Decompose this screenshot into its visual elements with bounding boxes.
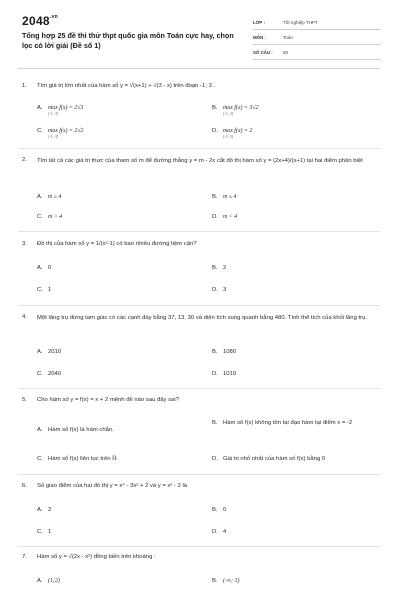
- question-7: [22, 553, 156, 562]
- meta-row-subject: [253, 30, 381, 45]
- question-divider: [18, 546, 380, 547]
- question-divider: [18, 231, 380, 232]
- page-header: [0, 0, 400, 64]
- option-d[interactable]: D. m < 4: [212, 214, 238, 220]
- question-1: [22, 82, 215, 91]
- question-stem: Một lăng trụ đứng tam giác có các cạnh đáy bằng 37, 13, 30 và diện tích xung quanh bằng 480. Tính thể tích của khối lăng trụ.: [37, 315, 368, 321]
- exam-meta-table: [253, 15, 381, 60]
- option-d[interactable]: D. Giá trị nhỏ nhất của hàm số f(x) bằng 0: [212, 456, 326, 462]
- option-b[interactable]: B. (-∞; 1): [212, 578, 240, 584]
- option-b[interactable]: B. m ≤ 4: [212, 194, 237, 200]
- question-number: 6.: [22, 483, 27, 489]
- option-d[interactable]: D. max f(x) = 2 [-1; 3]: [212, 128, 253, 139]
- option-a[interactable]: A. 2: [37, 507, 52, 513]
- option-b[interactable]: B. 1080: [212, 349, 237, 355]
- meta-key: MÔN :: [253, 34, 266, 40]
- document-title: Tổng hợp 25 đề thi thử thpt quốc gia môn Toán cực hay, chọn lọc có lời giải (Đề số 1): [22, 31, 234, 50]
- question-stem: Số giao điểm của hai đồ thị y = x⁴ - 3x² + 2 và y = x² - 2 là: [37, 483, 188, 489]
- option-c[interactable]: C. 1: [37, 529, 52, 535]
- meta-key: SỐ CÂU :: [253, 49, 273, 55]
- question-4: [22, 313, 37, 322]
- option-b[interactable]: B. Hàm số f(x) không tồn tại đạo hàm tại điểm x = -2: [212, 420, 353, 426]
- header-divider: [18, 68, 380, 69]
- question-stem: Hàm số y = √(2x - x²) đồng biến trên khoảng :: [37, 554, 156, 560]
- option-d[interactable]: D. 3: [212, 287, 227, 293]
- option-c[interactable]: C. max f(x) = 2√2 [-1; 3]: [37, 128, 84, 139]
- question-divider: [18, 388, 380, 389]
- meta-value: Tốt nghiệp THPT: [283, 19, 318, 25]
- option-a[interactable]: A. Hàm số f(x) là hàm chẵn.: [37, 427, 114, 433]
- option-b[interactable]: B. max f(x) = 3√2 [-1; 3]: [212, 105, 259, 116]
- question-number: 1.: [22, 83, 27, 89]
- question-6: [22, 482, 187, 491]
- option-c[interactable]: C. 1: [37, 287, 52, 293]
- meta-value: Toán: [283, 34, 293, 40]
- option-b[interactable]: B. 2: [212, 265, 227, 271]
- option-a[interactable]: A. 0: [37, 265, 52, 271]
- question-stem: Đồ thị của hàm số y = 1/(x²-1) có bao nhiêu đường tiệm cận?: [37, 241, 197, 247]
- question-number: 3.: [22, 241, 27, 247]
- question-stem: Cho hàm số y = f(x) = x + 2 mệnh đề nào sau đây sai?: [37, 397, 179, 403]
- question-number: 5.: [22, 397, 27, 403]
- question-number: 7.: [22, 554, 27, 560]
- option-d[interactable]: D. 1010: [212, 371, 237, 377]
- option-c[interactable]: C. 2040: [37, 371, 62, 377]
- question-stem: Tìm giá trị lớn nhất của hàm số y = √(x+1) + √(3 - x) trên đoạn -1; 3 .: [37, 83, 216, 89]
- option-a[interactable]: A. 2010: [37, 349, 62, 355]
- meta-value: 50: [283, 49, 289, 55]
- option-d[interactable]: D. 4: [212, 529, 227, 535]
- site-logo[interactable]: $2048^{.vn}$: [22, 14, 59, 28]
- option-c[interactable]: C. m > 4: [37, 214, 63, 220]
- meta-row-class: [253, 15, 381, 30]
- option-a[interactable]: A. max f(x) = 2√3 [-1; 3]: [37, 105, 84, 116]
- question-5: [22, 396, 179, 405]
- question-number: 4.: [22, 314, 27, 320]
- meta-key: LỚP :: [253, 19, 265, 25]
- question-stem: Tìm tất cả các giá trị thực của tham số m để đường thẳng y = m - 2x cắt đồ thị hàm số y = (2x+4)/(x+1) tại hai điểm phân biệt: [37, 158, 363, 164]
- question-3: [22, 240, 197, 249]
- question-divider: [18, 148, 380, 149]
- option-a[interactable]: A. m ≥ 4: [37, 194, 62, 200]
- option-b[interactable]: B. 0: [212, 507, 227, 513]
- option-c[interactable]: C. Hàm số f(x) liên tục trên ℝ: [37, 456, 117, 462]
- question-number: 2.: [22, 157, 27, 163]
- question-divider: [18, 474, 380, 475]
- question-divider: [18, 305, 380, 306]
- option-a[interactable]: A. (1;2): [37, 578, 60, 584]
- meta-row-count: [253, 45, 381, 60]
